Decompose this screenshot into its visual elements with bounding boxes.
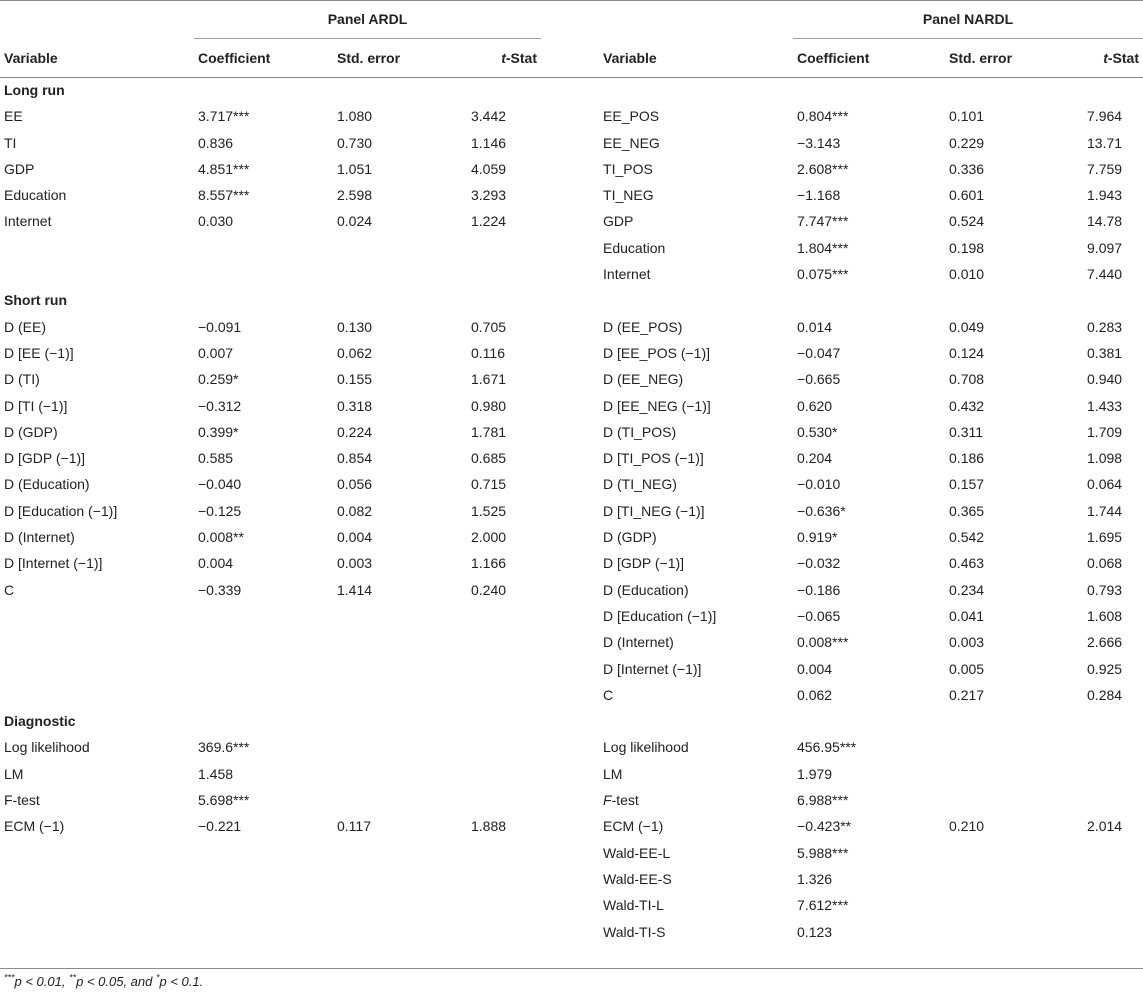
nardl-std-error-cell: 0.601 xyxy=(949,187,985,204)
ardl-coefficient-cell: 0.585 xyxy=(198,450,234,467)
nardl-coefficient-cell: 7.612*** xyxy=(797,897,849,914)
ardl-variable-cell: D (Education) xyxy=(4,476,90,493)
table-row xyxy=(0,314,1143,340)
ardl-coefficient-cell: 5.698*** xyxy=(198,792,250,809)
ardl-coefficient-cell: −0.040 xyxy=(198,476,242,493)
table-row xyxy=(0,919,1143,945)
ardl-variable-cell: Log likelihood xyxy=(4,739,90,756)
ardl-t-stat-cell xyxy=(467,787,541,813)
ardl-coefficient-cell: 0.030 xyxy=(198,213,234,230)
nardl-t-stat-cell: 7.759 xyxy=(1087,160,1123,177)
nardl-std-error-cell: 0.336 xyxy=(949,160,985,177)
nardl-variable-cell: D [EE_NEG (−1)] xyxy=(603,397,711,414)
ardl-coefficient-cell: 0.399* xyxy=(198,423,239,440)
nardl-t-stat-cell xyxy=(1083,840,1143,866)
nardl-t-stat-cell: 0.925 xyxy=(1087,660,1123,677)
table-row xyxy=(0,656,1143,682)
nardl-variable-cell: Education xyxy=(603,239,666,256)
ardl-variable-cell: D (GDP) xyxy=(4,423,58,440)
nardl-t-stat-cell xyxy=(1083,919,1143,945)
bottom-rule xyxy=(0,968,1143,969)
ardl-variable-cell: D [GDP (−1)] xyxy=(4,450,86,467)
nardl-coefficient-cell: 0.123 xyxy=(797,923,833,940)
ardl-coefficient-cell: 8.557*** xyxy=(198,187,250,204)
nardl-std-error-cell: 0.010 xyxy=(949,266,985,283)
ardl-std-error-cell: 0.155 xyxy=(337,371,373,388)
ardl-std-error-cell xyxy=(333,682,467,708)
nardl-variable-cell: TI_NEG xyxy=(603,187,654,204)
ardl-std-error-cell: 0.024 xyxy=(337,213,373,230)
ardl-std-error-cell xyxy=(333,734,467,760)
ardl-variable-cell xyxy=(0,656,194,682)
nardl-std-error-cell: 0.198 xyxy=(949,239,985,256)
ardl-t-stat-cell xyxy=(467,761,541,787)
table-row xyxy=(0,734,1143,760)
ardl-variable-cell: C xyxy=(4,581,15,598)
nardl-variable-cell: D (TI_POS) xyxy=(603,423,677,440)
ardl-variable-cell: D [Education (−1)] xyxy=(4,502,118,519)
table-row xyxy=(0,393,1143,419)
panel-ardl-title: Panel ARDL xyxy=(194,0,541,39)
nardl-coefficient-cell: 1.979 xyxy=(797,765,833,782)
ardl-coefficient-cell: −0.339 xyxy=(198,581,242,598)
ardl-std-error-cell xyxy=(333,892,467,918)
table-row xyxy=(0,261,1143,287)
nardl-std-error-cell: 0.708 xyxy=(949,371,985,388)
std-error-header-left: Std. error xyxy=(337,50,401,66)
table-row xyxy=(0,787,1143,813)
ardl-t-stat-cell: 1.671 xyxy=(471,371,507,388)
ardl-variable-cell xyxy=(0,919,194,945)
nardl-std-error-cell xyxy=(945,892,1083,918)
nardl-std-error-cell: 0.210 xyxy=(949,818,985,835)
nardl-t-stat-cell: 0.068 xyxy=(1087,555,1123,572)
ardl-t-stat-cell: 1.224 xyxy=(471,213,507,230)
ardl-std-error-cell: 0.318 xyxy=(337,397,373,414)
nardl-variable-cell: D (Education) xyxy=(603,581,689,598)
ardl-coefficient-cell: 0.004 xyxy=(198,555,234,572)
nardl-std-error-cell xyxy=(945,866,1083,892)
nardl-variable-cell: Wald-TI-S xyxy=(603,923,666,940)
nardl-std-error-cell: 0.229 xyxy=(949,134,985,151)
ardl-std-error-cell xyxy=(333,235,467,261)
ardl-coefficient-cell: 4.851*** xyxy=(198,160,250,177)
nardl-t-stat-cell: 1.695 xyxy=(1087,529,1123,546)
ardl-coefficient-cell xyxy=(194,629,333,655)
nardl-t-stat-cell: 14.78 xyxy=(1087,213,1123,230)
nardl-coefficient-cell: −0.423** xyxy=(797,818,852,835)
ardl-t-stat-cell: 3.293 xyxy=(471,187,507,204)
ardl-coefficient-cell: 3.717*** xyxy=(198,108,250,125)
ardl-coefficient-cell: 0.008** xyxy=(198,529,244,546)
nardl-variable-cell: D [Education (−1)] xyxy=(603,607,717,624)
ardl-std-error-cell: 1.414 xyxy=(337,581,373,598)
ardl-variable-cell xyxy=(0,235,194,261)
coefficient-header-right: Coefficient xyxy=(797,50,870,66)
nardl-std-error-cell: 0.101 xyxy=(949,108,985,125)
table-row xyxy=(0,866,1143,892)
nardl-std-error-cell: 0.463 xyxy=(949,555,985,572)
nardl-std-error-cell: 0.157 xyxy=(949,476,985,493)
panel-header-row xyxy=(0,0,1143,39)
ardl-variable-cell: D (EE) xyxy=(4,318,46,335)
ardl-t-stat-cell: 1.781 xyxy=(471,423,507,440)
ardl-coefficient-cell xyxy=(194,261,333,287)
nardl-variable-cell: D [TI_POS (−1)] xyxy=(603,450,704,467)
ardl-t-stat-cell xyxy=(467,866,541,892)
table-body xyxy=(0,77,1143,945)
nardl-coefficient-cell: 0.062 xyxy=(797,686,833,703)
variable-header-left: Variable xyxy=(4,50,58,66)
nardl-std-error-cell: 0.041 xyxy=(949,607,985,624)
nardl-variable-cell: D [EE_POS (−1)] xyxy=(603,344,710,361)
nardl-std-error-cell xyxy=(945,734,1083,760)
nardl-variable-cell: Wald-EE-L xyxy=(603,844,671,861)
nardl-variable-cell: Internet xyxy=(603,266,651,283)
nardl-std-error-cell xyxy=(945,840,1083,866)
nardl-variable-cell: D [Internet (−1)] xyxy=(603,660,702,677)
table-row xyxy=(0,813,1143,839)
nardl-t-stat-cell: 1.433 xyxy=(1087,397,1123,414)
ardl-std-error-cell xyxy=(333,919,467,945)
table-row xyxy=(0,235,1143,261)
column-header-row xyxy=(0,39,1143,77)
table-row xyxy=(0,445,1143,471)
nardl-variable-cell: C xyxy=(603,686,614,703)
ardl-coefficient-cell: −0.312 xyxy=(198,397,242,414)
nardl-t-stat-cell: 2.666 xyxy=(1087,634,1123,651)
ardl-coefficient-cell xyxy=(194,840,333,866)
nardl-variable-cell: D (GDP) xyxy=(603,529,657,546)
nardl-coefficient-cell: −0.047 xyxy=(797,344,841,361)
std-error-header-right: Std. error xyxy=(949,50,1013,66)
ardl-t-stat-cell: 0.980 xyxy=(471,397,507,414)
nardl-t-stat-cell xyxy=(1083,866,1143,892)
nardl-t-stat-cell xyxy=(1083,787,1143,813)
ardl-t-stat-cell xyxy=(467,603,541,629)
ardl-coefficient-cell: 0.836 xyxy=(198,134,234,151)
nardl-coefficient-cell: 6.988*** xyxy=(797,792,849,809)
nardl-variable-cell: GDP xyxy=(603,213,634,230)
nardl-t-stat-cell: 0.381 xyxy=(1087,344,1123,361)
nardl-coefficient-cell: 0.004 xyxy=(797,660,833,677)
nardl-coefficient-cell: 2.608*** xyxy=(797,160,849,177)
nardl-std-error-cell xyxy=(945,761,1083,787)
table-row xyxy=(0,419,1143,445)
ardl-variable-cell: Internet xyxy=(4,213,52,230)
nardl-variable-cell: EE_POS xyxy=(603,108,660,125)
nardl-std-error-cell: 0.003 xyxy=(949,634,985,651)
table-row xyxy=(0,340,1143,366)
ardl-coefficient-cell xyxy=(194,656,333,682)
nardl-variable-cell: Wald-TI-L xyxy=(603,897,664,914)
nardl-t-stat-cell: 1.744 xyxy=(1087,502,1123,519)
ardl-t-stat-cell: 2.000 xyxy=(471,529,507,546)
nardl-variable-cell: LM xyxy=(603,765,623,782)
ardl-std-error-cell xyxy=(333,656,467,682)
ardl-coefficient-cell: 0.007 xyxy=(198,344,234,361)
table-row xyxy=(0,156,1143,182)
ardl-std-error-cell: 1.051 xyxy=(337,160,373,177)
nardl-coefficient-cell: 1.326 xyxy=(797,870,833,887)
table-row xyxy=(0,471,1143,497)
section-heading: Long run xyxy=(4,82,65,98)
nardl-variable-cell: Wald-EE-S xyxy=(603,870,672,887)
ardl-variable-cell: LM xyxy=(4,765,24,782)
ardl-coefficient-cell xyxy=(194,866,333,892)
section-row xyxy=(0,77,1143,103)
ardl-variable-cell: GDP xyxy=(4,160,35,177)
ardl-coefficient-cell: −0.091 xyxy=(198,318,242,335)
nardl-std-error-cell: 0.186 xyxy=(949,450,985,467)
table-row xyxy=(0,182,1143,208)
ardl-t-stat-cell xyxy=(467,919,541,945)
nardl-variable-cell: D (Internet) xyxy=(603,634,674,651)
table-row xyxy=(0,892,1143,918)
nardl-std-error-cell: 0.432 xyxy=(949,397,985,414)
nardl-t-stat-cell: 2.014 xyxy=(1087,818,1123,835)
ardl-t-stat-cell: 0.685 xyxy=(471,450,507,467)
nardl-std-error-cell: 0.234 xyxy=(949,581,985,598)
nardl-std-error-cell: 0.365 xyxy=(949,502,985,519)
nardl-t-stat-cell: 1.709 xyxy=(1087,423,1123,440)
nardl-t-stat-cell xyxy=(1083,892,1143,918)
ardl-t-stat-cell: 0.240 xyxy=(471,581,507,598)
ardl-std-error-cell xyxy=(333,629,467,655)
nardl-t-stat-cell: 0.283 xyxy=(1087,318,1123,335)
nardl-variable-cell: D [TI_NEG (−1)] xyxy=(603,502,705,519)
ardl-t-stat-cell: 0.715 xyxy=(471,476,507,493)
section-row xyxy=(0,708,1143,734)
table-row xyxy=(0,577,1143,603)
nardl-variable-cell: Log likelihood xyxy=(603,739,689,756)
ardl-t-stat-cell: 0.705 xyxy=(471,318,507,335)
ardl-variable-cell: TI xyxy=(4,134,17,151)
nardl-coefficient-cell: 456.95*** xyxy=(797,739,857,756)
table-row xyxy=(0,366,1143,392)
ardl-coefficient-cell xyxy=(194,892,333,918)
ardl-t-stat-cell xyxy=(467,682,541,708)
nardl-std-error-cell xyxy=(945,919,1083,945)
nardl-t-stat-cell: 9.097 xyxy=(1087,239,1123,256)
nardl-t-stat-cell xyxy=(1083,761,1143,787)
ardl-std-error-cell: 2.598 xyxy=(337,187,373,204)
nardl-t-stat-cell: 7.440 xyxy=(1087,266,1123,283)
ardl-std-error-cell xyxy=(333,261,467,287)
nardl-t-stat-cell: 7.964 xyxy=(1087,108,1123,125)
nardl-coefficient-cell: 5.988*** xyxy=(797,844,849,861)
nardl-coefficient-cell: 7.747*** xyxy=(797,213,849,230)
ardl-std-error-cell xyxy=(333,787,467,813)
header-rule xyxy=(0,77,1143,78)
ardl-coefficient-cell: −0.221 xyxy=(198,818,242,835)
ardl-std-error-cell xyxy=(333,840,467,866)
t-stat-header-right: t-Stat xyxy=(1103,50,1140,66)
section-heading: Diagnostic xyxy=(4,713,76,730)
ardl-variable-cell: F-test xyxy=(4,792,40,809)
ardl-variable-cell xyxy=(0,840,194,866)
ardl-variable-cell: D [EE (−1)] xyxy=(4,344,74,361)
nardl-variable-cell: D (EE_NEG) xyxy=(603,371,684,388)
ardl-t-stat-cell xyxy=(467,261,541,287)
t-stat-header-left: t-Stat xyxy=(501,50,538,66)
ardl-std-error-cell: 0.854 xyxy=(337,450,373,467)
nardl-std-error-cell: 0.049 xyxy=(949,318,985,335)
table-row xyxy=(0,550,1143,576)
ardl-std-error-cell xyxy=(333,761,467,787)
table-row xyxy=(0,682,1143,708)
nardl-std-error-cell xyxy=(945,787,1083,813)
nardl-t-stat-cell: 13.71 xyxy=(1087,134,1123,151)
ardl-variable-cell xyxy=(0,261,194,287)
ardl-variable-cell xyxy=(0,866,194,892)
nardl-std-error-cell: 0.124 xyxy=(949,344,985,361)
nardl-t-stat-cell xyxy=(1083,734,1143,760)
table-row xyxy=(0,130,1143,156)
nardl-coefficient-cell: 0.919* xyxy=(797,529,838,546)
ardl-std-error-cell: 0.056 xyxy=(337,476,373,493)
section-row xyxy=(0,287,1143,313)
panel-nardl-title: Panel NARDL xyxy=(793,0,1143,39)
ardl-variable-cell: EE xyxy=(4,108,23,125)
section-heading: Short run xyxy=(4,292,67,309)
ardl-std-error-cell: 0.730 xyxy=(337,134,373,151)
ardl-variable-cell xyxy=(0,603,194,629)
table-row xyxy=(0,629,1143,655)
ardl-t-stat-cell: 0.116 xyxy=(471,344,505,361)
ardl-std-error-cell: 0.082 xyxy=(337,502,373,519)
ardl-variable-cell xyxy=(0,892,194,918)
ardl-t-stat-cell: 1.146 xyxy=(471,134,507,151)
nardl-std-error-cell: 0.005 xyxy=(949,660,985,677)
nardl-variable-cell: D (EE_POS) xyxy=(603,318,683,335)
ardl-t-stat-cell: 4.059 xyxy=(471,160,507,177)
ardl-coefficient-cell xyxy=(194,603,333,629)
nardl-coefficient-cell: −0.032 xyxy=(797,555,841,572)
nardl-std-error-cell: 0.524 xyxy=(949,213,985,230)
ardl-variable-cell: D (Internet) xyxy=(4,529,75,546)
ardl-coefficient-cell: −0.125 xyxy=(198,502,242,519)
ardl-t-stat-cell xyxy=(467,892,541,918)
ardl-t-stat-cell: 1.525 xyxy=(471,502,507,519)
ardl-t-stat-cell xyxy=(467,235,541,261)
ardl-std-error-cell: 0.003 xyxy=(337,555,373,572)
nardl-variable-cell: D [GDP (−1)] xyxy=(603,555,685,572)
nardl-t-stat-cell: 1.098 xyxy=(1087,450,1123,467)
ardl-variable-cell xyxy=(0,682,194,708)
ardl-variable-cell: D [TI (−1)] xyxy=(4,397,68,414)
ardl-variable-cell: D (TI) xyxy=(4,371,40,388)
ardl-coefficient-cell: 369.6*** xyxy=(198,739,250,756)
ardl-std-error-cell xyxy=(333,866,467,892)
nardl-coefficient-cell: −0.065 xyxy=(797,607,841,624)
nardl-coefficient-cell: 0.530* xyxy=(797,423,838,440)
ardl-std-error-cell: 0.117 xyxy=(337,818,371,835)
ardl-t-stat-cell: 3.442 xyxy=(471,108,507,125)
ardl-coefficient-cell: 1.458 xyxy=(198,765,234,782)
significance-footnote: ***p < 0.01, **p < 0.05, and *p < 0.1. xyxy=(4,972,204,989)
ardl-variable-cell: Education xyxy=(4,187,67,204)
ardl-t-stat-cell xyxy=(467,840,541,866)
ardl-t-stat-cell xyxy=(467,734,541,760)
nardl-coefficient-cell: 0.804*** xyxy=(797,108,849,125)
nardl-coefficient-cell: −3.143 xyxy=(797,134,841,151)
ardl-t-stat-cell: 1.888 xyxy=(471,818,507,835)
coefficient-header-left: Coefficient xyxy=(198,50,271,66)
nardl-t-stat-cell: 1.943 xyxy=(1087,187,1123,204)
ardl-std-error-cell: 0.062 xyxy=(337,344,373,361)
nardl-variable-cell: TI_POS xyxy=(603,160,653,177)
nardl-coefficient-cell: −0.186 xyxy=(797,581,841,598)
nardl-variable-cell: D (TI_NEG) xyxy=(603,476,677,493)
nardl-variable-cell: F-test xyxy=(603,792,639,809)
nardl-t-stat-cell: 0.064 xyxy=(1087,476,1123,493)
nardl-coefficient-cell: 0.620 xyxy=(797,397,833,414)
table-row xyxy=(0,524,1143,550)
ardl-std-error-cell xyxy=(333,603,467,629)
nardl-t-stat-cell: 0.793 xyxy=(1087,581,1123,598)
nardl-std-error-cell: 0.217 xyxy=(949,686,985,703)
nardl-std-error-cell: 0.542 xyxy=(949,529,985,546)
ardl-std-error-cell: 0.004 xyxy=(337,529,373,546)
ardl-std-error-cell: 1.080 xyxy=(337,108,373,125)
nardl-coefficient-cell: 0.075*** xyxy=(797,266,849,283)
ardl-std-error-cell: 0.130 xyxy=(337,318,373,335)
nardl-coefficient-cell: −0.010 xyxy=(797,476,841,493)
ardl-std-error-cell: 0.224 xyxy=(337,423,373,440)
table-row xyxy=(0,103,1143,129)
nardl-coefficient-cell: −0.665 xyxy=(797,371,841,388)
ardl-coefficient-cell: 0.259* xyxy=(198,371,239,388)
nardl-coefficient-cell: 0.008*** xyxy=(797,634,849,651)
ardl-variable-cell xyxy=(0,629,194,655)
table-row xyxy=(0,208,1143,234)
nardl-t-stat-cell: 1.608 xyxy=(1087,607,1123,624)
ardl-t-stat-cell: 1.166 xyxy=(471,555,507,572)
nardl-coefficient-cell: −1.168 xyxy=(797,187,841,204)
ardl-coefficient-cell xyxy=(194,919,333,945)
nardl-t-stat-cell: 0.940 xyxy=(1087,371,1123,388)
ardl-coefficient-cell xyxy=(194,682,333,708)
nardl-coefficient-cell: −0.636* xyxy=(797,502,846,519)
ardl-t-stat-cell xyxy=(467,656,541,682)
nardl-variable-cell: ECM (−1) xyxy=(603,818,664,835)
ardl-variable-cell: D [Internet (−1)] xyxy=(4,555,103,572)
nardl-coefficient-cell: 1.804*** xyxy=(797,239,849,256)
table-row xyxy=(0,603,1143,629)
variable-header-right: Variable xyxy=(603,50,657,66)
ardl-variable-cell: ECM (−1) xyxy=(4,818,65,835)
ardl-coefficient-cell xyxy=(194,235,333,261)
nardl-t-stat-cell: 0.284 xyxy=(1087,686,1123,703)
table-row xyxy=(0,498,1143,524)
nardl-coefficient-cell: 0.014 xyxy=(797,318,833,335)
table-row xyxy=(0,840,1143,866)
nardl-coefficient-cell: 0.204 xyxy=(797,450,833,467)
nardl-variable-cell: EE_NEG xyxy=(603,134,660,151)
nardl-std-error-cell: 0.311 xyxy=(949,423,984,440)
table-row xyxy=(0,761,1143,787)
ardl-t-stat-cell xyxy=(467,629,541,655)
